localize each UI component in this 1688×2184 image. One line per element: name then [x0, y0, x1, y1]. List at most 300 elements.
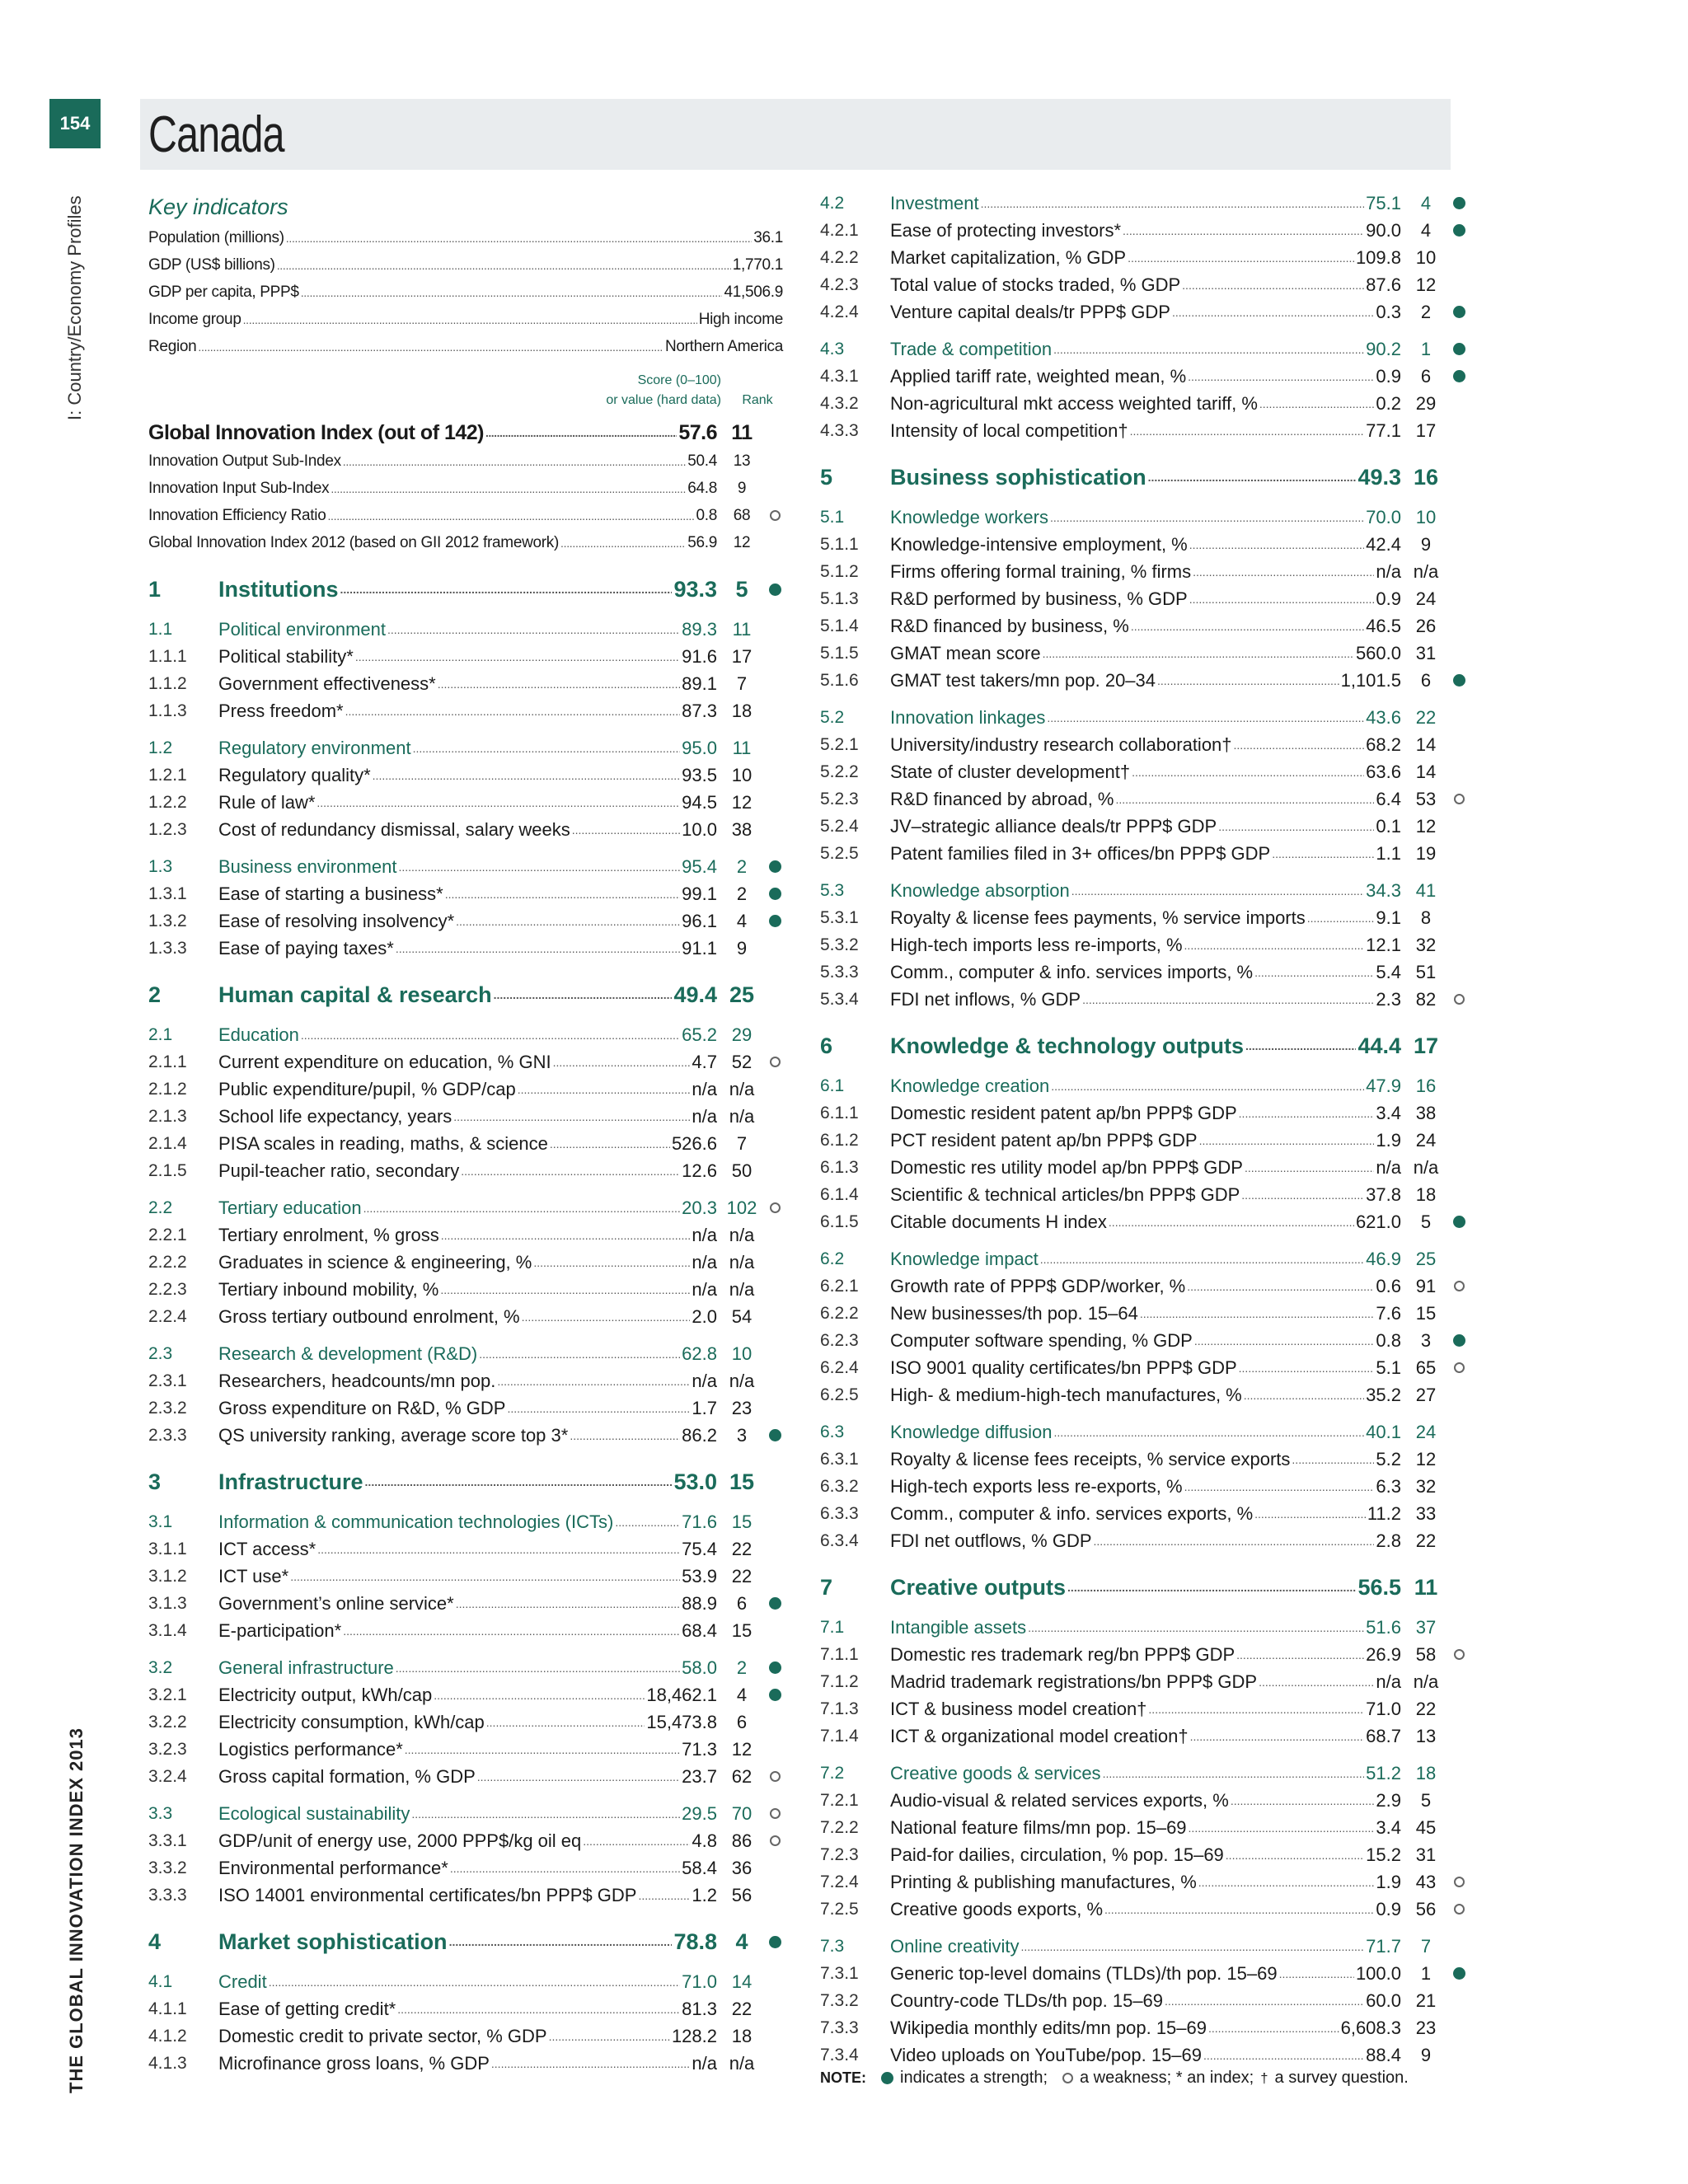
- leader-dots: [277, 259, 731, 272]
- strength-dot-icon: [769, 1689, 781, 1701]
- indicator-rank: 15: [729, 1469, 755, 1494]
- indicator-rank: 12: [1415, 1448, 1437, 1469]
- indicator-score: 71.0: [682, 1971, 717, 1992]
- indicator-rank: 4: [736, 910, 748, 931]
- leader-dots: [1218, 820, 1374, 833]
- leader-dots: [355, 650, 680, 663]
- mark-cell: [767, 1202, 783, 1213]
- indicator-row: [820, 1987, 1467, 2014]
- indicator-row: [820, 1354, 1467, 1381]
- leader-dots: [491, 2057, 691, 2070]
- indicator-score: 51.6: [1366, 1616, 1401, 1638]
- indicator-label: PCT resident patent ap/bn PPP$ GDP: [890, 1129, 1198, 1151]
- indicator-label: Creative outputs: [890, 1574, 1067, 1600]
- leader-dots: [1165, 1994, 1364, 2008]
- indicator-score: 11.2: [1367, 1502, 1401, 1524]
- indicator-code: 5.2.4: [820, 816, 859, 836]
- indicator-rank: 10: [1415, 246, 1437, 268]
- mark-cell: [767, 1057, 783, 1067]
- indicator-rank: 45: [1415, 1816, 1437, 1838]
- indicator-code: 3.1: [148, 1511, 173, 1531]
- indicator-label: Tertiary inbound mobility, %: [218, 1278, 439, 1300]
- indicator-rank: n/a: [729, 2052, 755, 2074]
- indicator-rank: 13: [1415, 1725, 1437, 1746]
- indicator-score: 4.8: [692, 1830, 717, 1851]
- indicator-rank: 5: [735, 576, 748, 602]
- indicator-rank: 1: [1420, 1962, 1432, 1984]
- indicator-score: 89.1: [682, 673, 717, 694]
- mark-cell: [1451, 1649, 1467, 1660]
- indicator-label: Ease of starting a business*: [218, 883, 443, 904]
- leader-dots: [1103, 1767, 1365, 1780]
- leader-dots: [1194, 1334, 1375, 1347]
- leader-dots: [1239, 1361, 1375, 1375]
- indicator-code: 6.2.3: [820, 1330, 859, 1350]
- pillar-row: [820, 1571, 1467, 1604]
- strength-dot-icon: [769, 583, 781, 596]
- indicator-label: GMAT test takers/mn pop. 20–34: [890, 669, 1156, 691]
- indicator-label: Graduates in science & engineering, %: [218, 1251, 532, 1272]
- indicator-score: 20.3: [682, 1197, 717, 1218]
- leader-dots: [1028, 1621, 1364, 1634]
- leader-dots: [269, 1975, 680, 1989]
- indicator-score: 3.4: [1376, 1816, 1401, 1838]
- indicator-label: Global Innovation Index (out of 142): [148, 420, 485, 444]
- indicator-label: Non-agricultural mkt access weighted tariff, %: [890, 392, 1258, 414]
- legend-note: [820, 2069, 1417, 2088]
- indicator-label: Innovation Efficiency Ratio: [148, 506, 326, 524]
- indicator-rank: 16: [1415, 1075, 1437, 1096]
- indicator-row: [148, 1681, 783, 1708]
- indicator-score: 5.2: [1376, 1448, 1401, 1469]
- weakness-circle-icon: [770, 1202, 781, 1213]
- indicator-code: 7.3.3: [820, 2018, 859, 2037]
- indicator-code: 7.2.5: [820, 1899, 859, 1919]
- mark-cell: [1451, 306, 1467, 318]
- indicator-rank: 10: [1415, 506, 1437, 527]
- indicator-code: 7.2.3: [820, 1844, 859, 1864]
- indicator-score: 94.5: [682, 791, 717, 813]
- side-label-bottom-text: THE GLOBAL INNOVATION INDEX 2013: [66, 1727, 87, 2093]
- strength-dot-icon: [769, 888, 781, 900]
- indicator-label: Research & development (R&D): [218, 1343, 478, 1364]
- note-survey: a survey question.: [1274, 2069, 1409, 2087]
- indicator-rank: 26: [1415, 615, 1437, 636]
- mark-cell: [1451, 1362, 1467, 1373]
- leader-dots: [1189, 1821, 1375, 1835]
- indicator-row: [148, 880, 783, 907]
- indicator-rank: 32: [1415, 1475, 1437, 1497]
- leader-dots: [1245, 1039, 1356, 1052]
- indicator-row: [148, 935, 783, 962]
- indicator-label: Institutions: [218, 576, 339, 602]
- indicator-code: 3.2: [148, 1657, 173, 1677]
- indicator-code: 3.2.4: [148, 1766, 187, 1786]
- indicator-row: [148, 1394, 783, 1422]
- indicator-rank: 10: [731, 764, 753, 785]
- indicator-code: 2.1.2: [148, 1079, 187, 1099]
- indicator-row: [820, 1896, 1467, 1923]
- indicator-score: 1,101.5: [1340, 669, 1401, 691]
- leader-dots: [1236, 1648, 1364, 1661]
- indicator-rank: 38: [1415, 1102, 1437, 1123]
- indicator-label: High-tech exports less re-exports, %: [890, 1475, 1183, 1497]
- indicator-rank: 70: [731, 1802, 753, 1824]
- indicator-score: 56.9: [687, 533, 717, 551]
- indicator-label: Investment: [890, 192, 979, 213]
- strength-dot-icon: [769, 860, 781, 873]
- indicator-rank: 18: [731, 2025, 753, 2046]
- subpillar-row: [820, 1614, 1467, 1641]
- indicator-label: Human capital & research: [218, 982, 492, 1007]
- indicator-label: Pupil-teacher ratio, secondary: [218, 1160, 460, 1181]
- gii-header: [148, 370, 783, 418]
- strength-dot-icon: [1453, 1334, 1465, 1347]
- indicator-label: Video uploads on YouTube/pop. 15–69: [890, 2044, 1203, 2065]
- indicator-row: [820, 1208, 1467, 1235]
- indicator-rank: 4: [735, 1929, 748, 1954]
- indicator-label: Business environment: [218, 855, 397, 877]
- indicator-code: 4.2.4: [820, 302, 859, 321]
- indicator-row: [148, 789, 783, 816]
- note-strength: indicates a strength;: [900, 2069, 1048, 2087]
- indicator-score: 93.3: [673, 576, 717, 602]
- indicator-row: [148, 816, 783, 843]
- indicator-row: [820, 2041, 1467, 2069]
- indicator-label: Intensity of local competition†: [890, 419, 1128, 441]
- indicator-row: [820, 1787, 1467, 1814]
- indicator-row: [820, 785, 1467, 813]
- weakness-circle-icon: [1454, 794, 1465, 804]
- right-column: [820, 190, 1467, 2069]
- leader-dots: [570, 1429, 680, 1442]
- indicator-score: 68.4: [682, 1619, 717, 1641]
- indicator-row: [148, 1048, 783, 1076]
- indicator-score: 0.9: [1376, 1898, 1401, 1919]
- indicator-row: [148, 1590, 783, 1617]
- indicator-rank: 25: [1415, 1248, 1437, 1269]
- indicator-code: 1.1.1: [148, 646, 187, 666]
- indicator-code: 6.1: [820, 1076, 845, 1095]
- mark-cell: [1451, 224, 1467, 237]
- indicator-label: FDI net outflows, % GDP: [890, 1530, 1092, 1551]
- indicator-row: [148, 1367, 783, 1394]
- indicator-code: 6.2.5: [820, 1385, 859, 1404]
- indicator-score: n/a: [692, 1224, 717, 1245]
- indicator-score: n/a: [692, 1078, 717, 1099]
- strength-dot-icon: [1453, 1967, 1465, 1980]
- pillar-row: [148, 1465, 783, 1498]
- mark-cell: [1451, 1967, 1467, 1980]
- leader-dots: [440, 1283, 690, 1296]
- indicator-label: Knowledge & technology outputs: [890, 1033, 1244, 1058]
- indicator-score: 526.6: [671, 1132, 717, 1154]
- indicator-code: 7: [820, 1574, 833, 1600]
- leader-dots: [1130, 424, 1365, 438]
- indicator-score: 23.7: [682, 1765, 717, 1787]
- indicator-score: 57.6: [678, 420, 717, 444]
- indicator-label: Gross tertiary outbound enrolment, %: [218, 1305, 520, 1327]
- leader-dots: [1157, 674, 1339, 687]
- indicator-rank: 6: [736, 1711, 748, 1732]
- indicator-score: 88.9: [682, 1592, 717, 1614]
- indicator-code: 2.1.4: [148, 1133, 187, 1153]
- indicator-rank: 22: [1415, 1530, 1437, 1551]
- indicator-score: 95.4: [682, 855, 717, 877]
- indicator-rank: 53: [1415, 788, 1437, 809]
- indicator-code: 7.3.1: [820, 1963, 859, 1983]
- indicator-rank: 29: [1415, 392, 1437, 414]
- leader-dots: [1021, 1940, 1365, 1953]
- indicator-row: [820, 1695, 1467, 1722]
- indicator-code: 4.3.1: [820, 366, 859, 386]
- indicator-code: 6.1.5: [820, 1212, 859, 1231]
- indicator-code: 5.1.3: [820, 588, 859, 608]
- indicator-score: 6.4: [1376, 788, 1401, 809]
- pillar-row: [148, 573, 783, 606]
- indicator-code: 6.1.1: [820, 1103, 859, 1122]
- indicator-row: [148, 1563, 783, 1590]
- indicator-code: 1.2.3: [148, 819, 187, 839]
- subpillar-row: [148, 1508, 783, 1535]
- indicator-row: [148, 1076, 783, 1103]
- strength-dot-icon: [769, 1429, 781, 1441]
- leader-dots: [450, 1862, 680, 1875]
- leader-dots: [396, 942, 680, 955]
- indicator-score: 12.1: [1366, 934, 1401, 955]
- indicator-row: [148, 1221, 783, 1249]
- indicator-score: 1.9: [1376, 1871, 1401, 1892]
- indicator-rank: 50: [731, 1160, 753, 1181]
- leader-dots: [438, 677, 680, 691]
- indicator-rank: 14: [731, 1971, 753, 1992]
- indicator-label: R&D financed by abroad, %: [890, 788, 1114, 809]
- indicator-score: 42.4: [1366, 533, 1401, 555]
- leader-dots: [1259, 397, 1375, 410]
- indicator-score: 1.9: [1376, 1129, 1401, 1151]
- key-indicator-row: [148, 224, 783, 251]
- indicator-row: [148, 2022, 783, 2050]
- indicator-score: 6.3: [1376, 1475, 1401, 1497]
- indicator-code: 1.3: [148, 856, 173, 876]
- indicator-rank: 9: [736, 937, 748, 958]
- indicator-row: [148, 643, 783, 670]
- leader-dots: [1226, 1849, 1364, 1862]
- indicator-score: 89.3: [682, 618, 717, 640]
- indicator-score: 560.0: [1355, 642, 1401, 663]
- indicator-score: 5.4: [1376, 961, 1401, 982]
- indicator-row: [148, 1995, 783, 2022]
- leader-dots: [1148, 471, 1357, 484]
- indicator-label: ISO 9001 quality certificates/bn PPP$ GDP: [890, 1357, 1237, 1378]
- indicator-row: [820, 585, 1467, 612]
- indicator-row: [148, 1422, 783, 1449]
- indicator-rank: 14: [1415, 733, 1437, 755]
- indicator-row: [820, 1327, 1467, 1354]
- mark-cell: [1451, 674, 1467, 687]
- subpillar-row: [820, 877, 1467, 904]
- leader-dots: [1104, 1903, 1374, 1916]
- subpillar-row: [148, 1968, 783, 1995]
- leader-dots: [198, 340, 663, 354]
- indicator-code: 6.3.4: [820, 1530, 859, 1550]
- leader-dots: [1190, 1730, 1365, 1743]
- key-indicator-label: Region: [148, 337, 197, 355]
- indicator-label: Paid-for dailies, circulation, % pop. 15–69: [890, 1844, 1224, 1865]
- indicator-code: 6.1.3: [820, 1157, 859, 1177]
- indicator-rank: n/a: [729, 1278, 755, 1300]
- indicator-code: 4: [148, 1929, 162, 1954]
- indicator-label: Citable documents H index: [890, 1211, 1107, 1232]
- indicator-score: 53.0: [673, 1469, 717, 1494]
- weakness-circle-icon: [1062, 2073, 1073, 2083]
- indicator-label: Business sophistication: [890, 464, 1146, 490]
- indicator-rank: 13: [733, 452, 751, 470]
- indicator-label: Innovation linkages: [890, 706, 1046, 728]
- indicator-code: 7.2.1: [820, 1790, 859, 1810]
- indicator-rank: 12: [731, 1738, 753, 1760]
- indicator-label: Cost of redundancy dismissal, salary weeks: [218, 818, 570, 840]
- indicator-score: 37.8: [1366, 1183, 1401, 1205]
- indicator-code: 4.2: [820, 193, 845, 213]
- subpillar-row: [148, 734, 783, 762]
- indicator-row: [820, 731, 1467, 758]
- indicator-label: High-tech imports less re-imports, %: [890, 934, 1183, 955]
- leader-dots: [1184, 1480, 1375, 1493]
- indicator-score: 2.3: [1376, 988, 1401, 1010]
- indicator-label: State of cluster development†: [890, 761, 1131, 782]
- indicator-score: 1.1: [1376, 842, 1401, 864]
- gii-total-row: [148, 418, 783, 448]
- indicator-rank: 4: [1420, 219, 1432, 241]
- indicator-code: 6.3.2: [820, 1476, 859, 1496]
- indicator-code: 4.3.3: [820, 420, 859, 440]
- strength-dot-icon: [1453, 370, 1465, 382]
- strength-dot-icon: [769, 1936, 781, 1948]
- indicator-rank: 3: [1420, 1329, 1432, 1351]
- leader-dots: [1189, 538, 1364, 551]
- indicator-row: [820, 1446, 1467, 1473]
- subpillar-row: [148, 616, 783, 643]
- indicator-rank: 31: [1415, 642, 1437, 663]
- indicator-rank: 15: [731, 1619, 753, 1641]
- leader-dots: [301, 286, 723, 299]
- strength-dot-icon: [1453, 306, 1465, 318]
- leader-dots: [373, 769, 681, 782]
- indicator-code: 2.2: [148, 1197, 173, 1217]
- indicator-score: 18,462.1: [646, 1684, 717, 1705]
- strength-dot-icon: [881, 2072, 893, 2084]
- leader-dots: [518, 1083, 691, 1096]
- indicator-score: 0.1: [1376, 815, 1401, 837]
- indicator-rank: 24: [1415, 1421, 1437, 1442]
- indicator-code: 3.2.2: [148, 1712, 187, 1732]
- indicator-label: Royalty & license fees payments, % service imports: [890, 907, 1306, 928]
- indicator-label: Knowledge creation: [890, 1075, 1050, 1096]
- indicator-row: [820, 217, 1467, 244]
- subpillar-row: [148, 853, 783, 880]
- indicator-code: 1: [148, 576, 162, 602]
- score-header-line1: Score (0–100): [637, 373, 721, 387]
- indicator-score: n/a: [1376, 1156, 1401, 1178]
- indicator-label: Trade & competition: [890, 338, 1053, 359]
- leader-dots: [398, 860, 680, 874]
- indicator-score: 4.7: [692, 1051, 717, 1072]
- leader-dots: [453, 1110, 690, 1123]
- indicator-code: 6.3.1: [820, 1449, 859, 1469]
- leader-dots: [301, 1029, 680, 1042]
- leader-dots: [1254, 966, 1374, 979]
- indicator-label: High- & medium-high-tech manufactures, %: [890, 1384, 1242, 1405]
- indicator-score: 96.1: [682, 910, 717, 931]
- indicator-row: [820, 958, 1467, 986]
- leader-dots: [1040, 1253, 1364, 1266]
- indicator-label: Market sophistication: [218, 1929, 448, 1954]
- leader-dots: [445, 888, 680, 901]
- indicator-label: Global Innovation Index 2012 (based on GII 2012 framework): [148, 533, 560, 551]
- indicator-code: 4.2.2: [820, 247, 859, 267]
- indicator-rank: 22: [731, 1565, 753, 1586]
- indicator-code: 4.2.1: [820, 220, 859, 240]
- indicator-row: [820, 1641, 1467, 1668]
- leader-dots: [1054, 1426, 1365, 1439]
- weakness-circle-icon: [770, 1835, 781, 1846]
- indicator-label: Country-code TLDs/th pop. 15–69: [890, 1990, 1164, 2011]
- indicator-label: Electricity consumption, kWh/cap: [218, 1711, 485, 1732]
- indicator-score: 6,608.3: [1340, 2017, 1401, 2038]
- indicator-label: Comm., computer & info. services imports, %: [890, 961, 1254, 982]
- indicator-code: 2.1.5: [148, 1160, 187, 1180]
- indicator-row: [148, 1882, 783, 1909]
- leader-dots: [1053, 343, 1364, 356]
- indicator-score: 62.8: [682, 1343, 717, 1364]
- indicator-score: 10.0: [682, 818, 717, 840]
- indicator-label: Generic top-level domains (TLDs)/th pop. 15–69: [890, 1962, 1278, 1984]
- leader-dots: [1109, 1216, 1354, 1229]
- leader-dots: [1043, 647, 1354, 660]
- indicator-label: Current expenditure on education, % GNI: [218, 1051, 551, 1072]
- mark-cell: [767, 1771, 783, 1782]
- pillar-row: [148, 978, 783, 1011]
- indicator-rank: 91: [1415, 1275, 1437, 1296]
- indicator-rank: 6: [736, 1592, 748, 1614]
- mark-cell: [1451, 794, 1467, 804]
- indicator-label: Firms offering formal training, % firms: [890, 560, 1192, 582]
- leader-dots: [572, 823, 680, 837]
- indicator-score: 86.2: [682, 1424, 717, 1446]
- indicator-rank: 68: [733, 506, 751, 524]
- indicator-label: Patent families filed in 3+ offices/bn PPP$ GDP: [890, 842, 1271, 864]
- indicator-code: 7.1.4: [820, 1726, 859, 1746]
- indicator-code: 7.1.2: [820, 1671, 859, 1691]
- leader-dots: [583, 1835, 690, 1848]
- leader-dots: [331, 482, 686, 495]
- indicator-code: 3.1.1: [148, 1539, 187, 1558]
- leader-dots: [1051, 1080, 1364, 1093]
- indicator-score: 47.9: [1366, 1075, 1401, 1096]
- indicator-rank: 43: [1415, 1871, 1437, 1892]
- indicator-rank: 2: [736, 1657, 748, 1678]
- indicator-code: 3.3: [148, 1803, 173, 1823]
- indicator-score: 51.2: [1366, 1762, 1401, 1783]
- leader-dots: [1272, 847, 1374, 860]
- indicator-rank: 17: [1415, 419, 1437, 441]
- indicator-score: 71.6: [682, 1511, 717, 1532]
- indicator-row: [820, 931, 1467, 958]
- indicator-label: ISO 14001 environmental certificates/bn PPP$ GDP: [218, 1884, 637, 1905]
- indicator-label: Tertiary education: [218, 1197, 362, 1218]
- indicator-label: ICT access*: [218, 1538, 316, 1559]
